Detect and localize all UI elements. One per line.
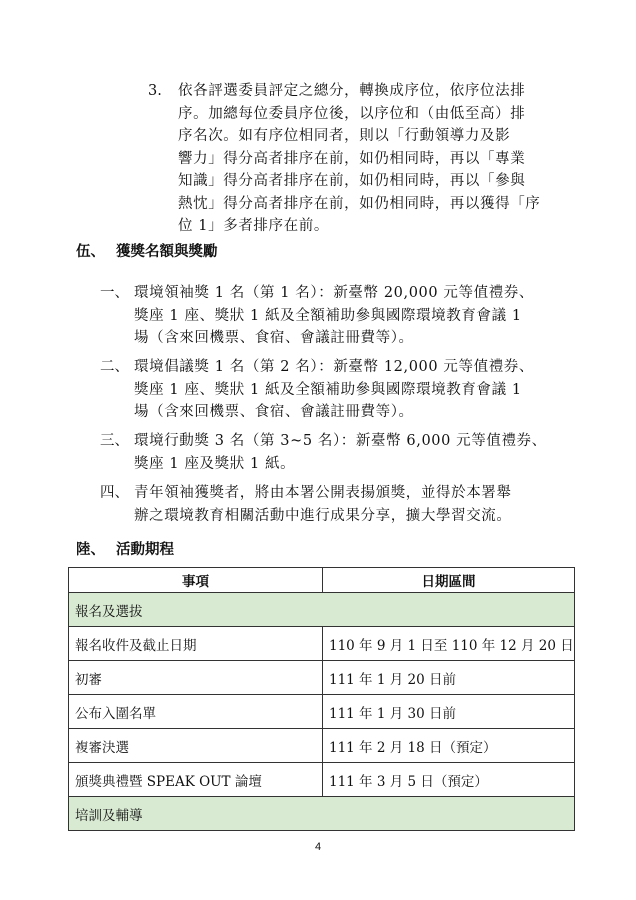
item-3-text <box>178 80 573 238</box>
text-line: 辦之環境教育相關活動中進行成果分享，擴大學習交流。 <box>134 507 512 524</box>
text-line: 依各評選委員評定之總分，轉換成序位，依序位法排 <box>178 83 526 99</box>
event-cell: 複審決選 <box>69 729 323 763</box>
table-row <box>69 695 575 729</box>
text-line: 序。加總每位委員序位後，以序位和（由低至高）排 <box>178 105 526 122</box>
table-row <box>69 627 575 661</box>
event-cell: 初審 <box>69 661 323 695</box>
list-marker: 二、 <box>100 359 129 375</box>
text-line: 環境領袖獎 1 名（第 1 名）：新臺幣 20,000 元等值禮券、 <box>134 285 534 301</box>
date-cell: 111 年 2 月 18 日（預定） <box>323 729 575 763</box>
date-cell: 111 年 1 月 20 日前 <box>323 661 575 695</box>
text-line: 場（含來回機票、食宿、會議註冊費等）。 <box>134 330 414 346</box>
event-cell: 報名收件及截止日期 <box>69 627 323 661</box>
schedule-table <box>68 567 575 831</box>
text-line: 獎座 1 座、獎狀 1 紙及全額補助參與國際環境教育會議 1 <box>134 307 522 324</box>
list-marker: 四、 <box>100 485 129 501</box>
table-row <box>69 661 575 695</box>
text-line: 場（含來回機票、食宿、會議註冊費等）。 <box>134 404 414 420</box>
text-line: 知識」得分高者排序在前，如仍相同時，再以「參與 <box>178 173 526 189</box>
text-line: 青年領袖獲獎者，將由本署公開表揚頒獎，並得於本署舉 <box>134 485 512 501</box>
section-number: 伍、 <box>76 244 105 260</box>
section-number: 陸、 <box>76 542 105 558</box>
group-label: 培訓及輔導 <box>69 797 575 831</box>
table-row <box>69 763 575 797</box>
table-header-row <box>69 568 575 593</box>
text-line: 序名次。如有序位相同者，則以「行動領導力及影 <box>178 128 511 144</box>
section-title: 活動期程 <box>116 542 174 558</box>
group-label: 報名及選拔 <box>69 593 575 627</box>
column-header-date: 日期區間 <box>323 568 575 593</box>
date-cell: 111 年 3 月 5 日（預定） <box>323 763 575 797</box>
event-cell: 頒獎典禮暨 SPEAK OUT 論壇 <box>69 763 323 797</box>
text-line: 熱忱」得分高者排序在前，如仍相同時，再以獲得「序 <box>178 195 541 212</box>
item-number: 3. <box>148 83 162 99</box>
list-marker: 三、 <box>100 433 129 449</box>
date-cell: 110 年 9 月 1 日至 110 年 12 月 20 日 <box>323 627 575 661</box>
event-cell: 公布入圍名單 <box>69 695 323 729</box>
list-marker: 一、 <box>100 285 129 301</box>
section-heading-schedule <box>76 540 174 560</box>
text-line: 響力」得分高者排序在前，如仍相同時，再以「專業 <box>178 150 526 167</box>
text-line: 環境行動獎 3 名（第 3~5 名）：新臺幣 6,000 元等值禮券、 <box>134 433 547 449</box>
column-header-event: 事項 <box>69 568 323 593</box>
text-line: 獎座 1 座及獎狀 1 紙。 <box>134 455 296 472</box>
table-group-row <box>69 797 575 831</box>
text-line: 獎座 1 座、獎狀 1 紙及全額補助參與國際環境教育會議 1 <box>134 381 522 398</box>
section-heading-awards <box>76 242 218 262</box>
page-number: 4 <box>314 841 322 853</box>
table-group-row <box>69 593 575 627</box>
text-line: 位 1」多者排序在前。 <box>178 218 329 234</box>
section-title: 獲獎名額與獎勵 <box>116 244 218 260</box>
date-cell: 111 年 1 月 30 日前 <box>323 695 575 729</box>
text-line: 環境倡議獎 1 名（第 2 名）：新臺幣 12,000 元等值禮券、 <box>134 359 534 375</box>
table-row <box>69 729 575 763</box>
